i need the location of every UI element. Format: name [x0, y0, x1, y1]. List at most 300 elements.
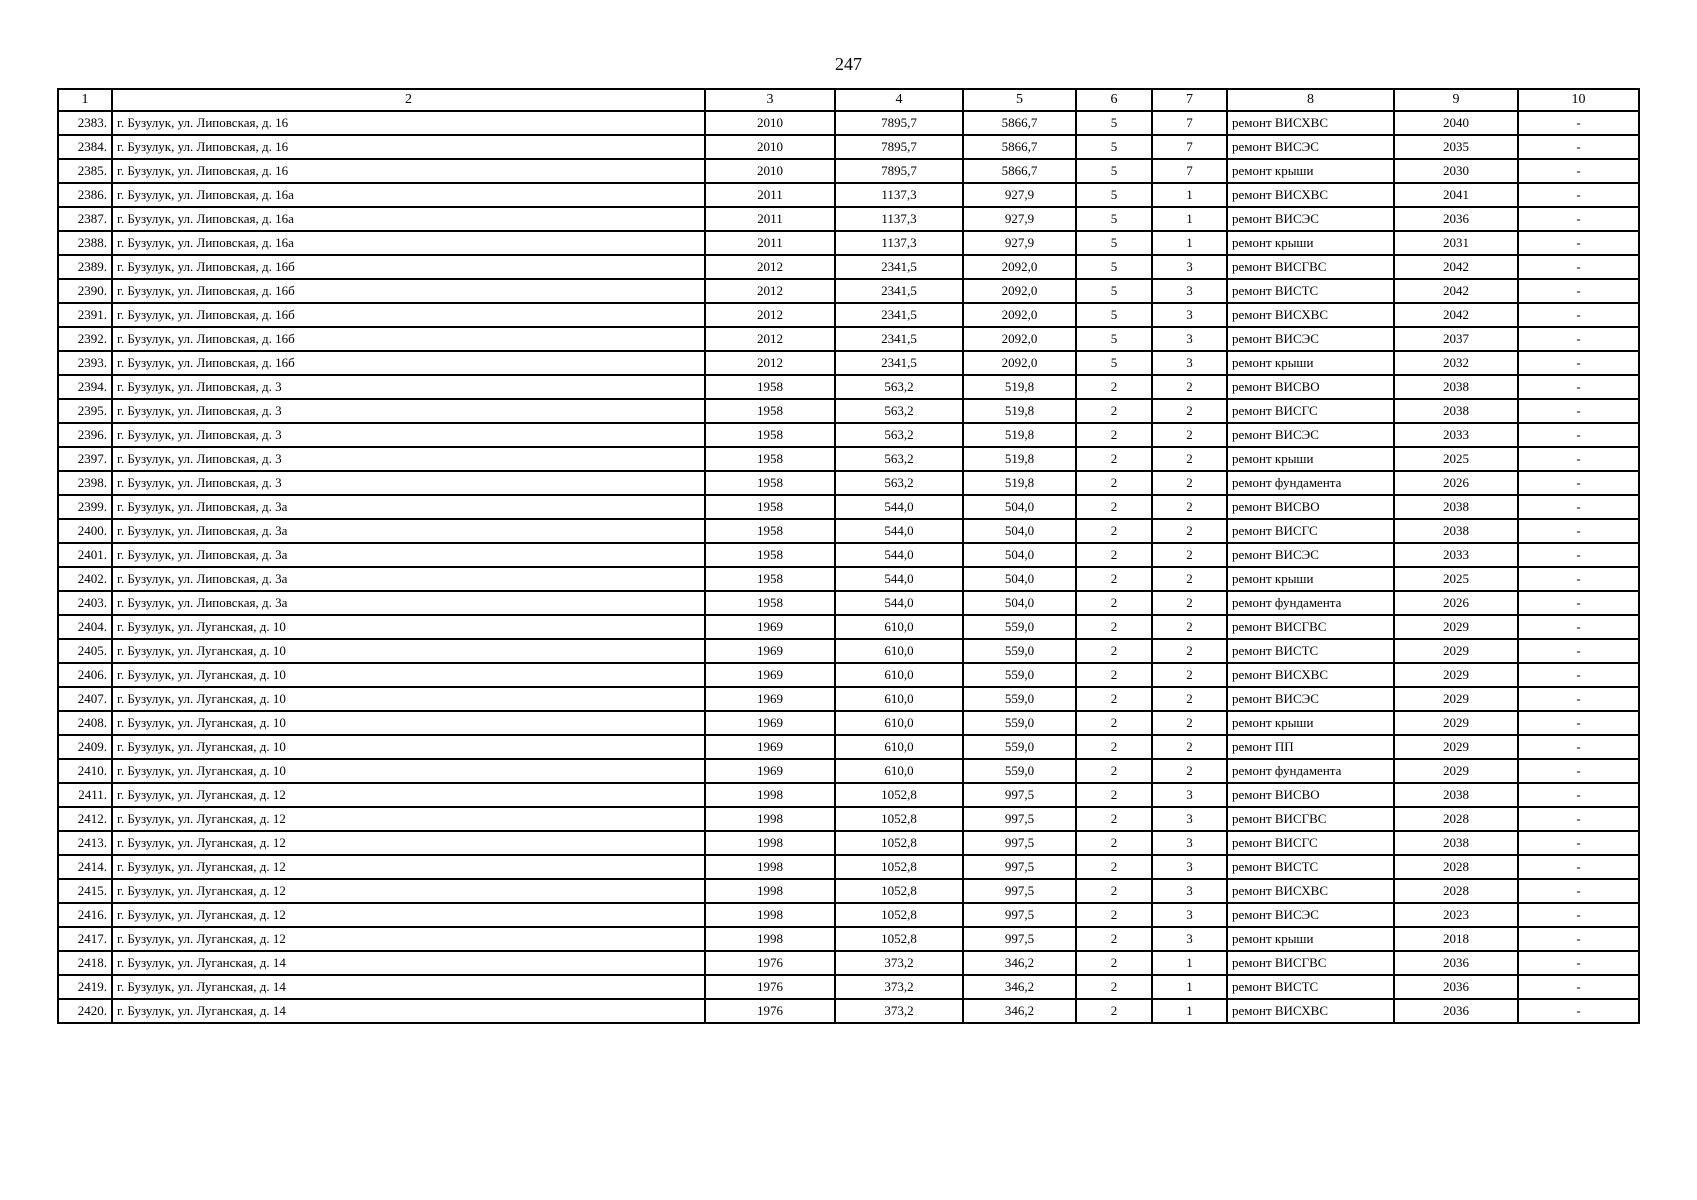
cell-living-area: 559,0 — [963, 735, 1076, 759]
cell-planned-year: 2029 — [1394, 711, 1518, 735]
cell-note: - — [1518, 927, 1639, 951]
cell-note: - — [1518, 543, 1639, 567]
cell-work-type: ремонт фундамента — [1227, 759, 1394, 783]
cell-year-built: 2012 — [705, 351, 835, 375]
cell-total-area: 544,0 — [835, 519, 963, 543]
cell-living-area: 504,0 — [963, 519, 1076, 543]
cell-note: - — [1518, 135, 1639, 159]
cell-note: - — [1518, 831, 1639, 855]
cell-address: г. Бузулук, ул. Луганская, д. 12 — [112, 831, 705, 855]
cell-planned-year: 2026 — [1394, 471, 1518, 495]
cell-living-area: 346,2 — [963, 999, 1076, 1023]
cell-total-area: 1052,8 — [835, 831, 963, 855]
column-header-6: 6 — [1076, 89, 1152, 111]
cell-floors: 5 — [1076, 255, 1152, 279]
cell-address: г. Бузулук, ул. Липовская, д. 16 — [112, 159, 705, 183]
cell-floors: 2 — [1076, 687, 1152, 711]
cell-planned-year: 2036 — [1394, 975, 1518, 999]
cell-floors: 2 — [1076, 783, 1152, 807]
cell-floors: 2 — [1076, 567, 1152, 591]
cell-year-built: 1958 — [705, 543, 835, 567]
cell-work-type: ремонт ВИСЭС — [1227, 687, 1394, 711]
cell-year-built: 1976 — [705, 999, 835, 1023]
cell-entrances: 7 — [1152, 159, 1227, 183]
cell-row-number: 2405. — [58, 639, 112, 663]
cell-note: - — [1518, 567, 1639, 591]
cell-note: - — [1518, 471, 1639, 495]
cell-entrances: 2 — [1152, 735, 1227, 759]
cell-row-number: 2388. — [58, 231, 112, 255]
cell-total-area: 610,0 — [835, 639, 963, 663]
table-row — [58, 927, 1639, 951]
cell-year-built: 2010 — [705, 111, 835, 135]
cell-row-number: 2420. — [58, 999, 112, 1023]
cell-year-built: 1976 — [705, 975, 835, 999]
cell-row-number: 2419. — [58, 975, 112, 999]
cell-year-built: 1969 — [705, 759, 835, 783]
cell-living-area: 519,8 — [963, 471, 1076, 495]
table-row — [58, 447, 1639, 471]
cell-work-type: ремонт ВИСГС — [1227, 399, 1394, 423]
cell-work-type: ремонт крыши — [1227, 567, 1394, 591]
table-row — [58, 543, 1639, 567]
cell-row-number: 2398. — [58, 471, 112, 495]
cell-row-number: 2409. — [58, 735, 112, 759]
cell-note: - — [1518, 255, 1639, 279]
table-row — [58, 279, 1639, 303]
cell-work-type: ремонт ВИСХВС — [1227, 879, 1394, 903]
cell-floors: 2 — [1076, 591, 1152, 615]
column-header-1: 1 — [58, 89, 112, 111]
cell-note: - — [1518, 399, 1639, 423]
cell-row-number: 2399. — [58, 495, 112, 519]
table-row — [58, 855, 1639, 879]
cell-living-area: 2092,0 — [963, 351, 1076, 375]
cell-living-area: 504,0 — [963, 543, 1076, 567]
cell-work-type: ремонт крыши — [1227, 927, 1394, 951]
cell-living-area: 997,5 — [963, 879, 1076, 903]
cell-work-type: ремонт ВИСГВС — [1227, 951, 1394, 975]
cell-entrances: 2 — [1152, 591, 1227, 615]
cell-entrances: 2 — [1152, 519, 1227, 543]
cell-total-area: 2341,5 — [835, 303, 963, 327]
cell-planned-year: 2038 — [1394, 399, 1518, 423]
cell-planned-year: 2042 — [1394, 279, 1518, 303]
cell-total-area: 563,2 — [835, 399, 963, 423]
cell-work-type: ремонт ВИСТС — [1227, 639, 1394, 663]
cell-address: г. Бузулук, ул. Липовская, д. 16 — [112, 135, 705, 159]
cell-entrances: 2 — [1152, 711, 1227, 735]
page-number: 247 — [835, 54, 862, 74]
table-row — [58, 111, 1639, 135]
cell-total-area: 610,0 — [835, 687, 963, 711]
cell-work-type: ремонт ВИСЭС — [1227, 423, 1394, 447]
cell-entrances: 3 — [1152, 255, 1227, 279]
cell-entrances: 1 — [1152, 207, 1227, 231]
cell-note: - — [1518, 903, 1639, 927]
cell-living-area: 997,5 — [963, 855, 1076, 879]
cell-entrances: 3 — [1152, 279, 1227, 303]
cell-note: - — [1518, 351, 1639, 375]
cell-address: г. Бузулук, ул. Луганская, д. 10 — [112, 687, 705, 711]
cell-year-built: 2010 — [705, 135, 835, 159]
cell-entrances: 3 — [1152, 807, 1227, 831]
cell-entrances: 2 — [1152, 639, 1227, 663]
column-header-5: 5 — [963, 89, 1076, 111]
cell-entrances: 1 — [1152, 231, 1227, 255]
cell-work-type: ремонт ВИСХВС — [1227, 999, 1394, 1023]
registry-table — [57, 88, 1640, 1024]
cell-planned-year: 2018 — [1394, 927, 1518, 951]
cell-address: г. Бузулук, ул. Луганская, д. 10 — [112, 663, 705, 687]
cell-note: - — [1518, 423, 1639, 447]
cell-planned-year: 2025 — [1394, 447, 1518, 471]
cell-year-built: 2012 — [705, 303, 835, 327]
cell-planned-year: 2025 — [1394, 567, 1518, 591]
cell-address: г. Бузулук, ул. Липовская, д. 16б — [112, 351, 705, 375]
cell-floors: 2 — [1076, 519, 1152, 543]
cell-planned-year: 2036 — [1394, 951, 1518, 975]
cell-living-area: 2092,0 — [963, 279, 1076, 303]
cell-row-number: 2390. — [58, 279, 112, 303]
cell-living-area: 504,0 — [963, 567, 1076, 591]
cell-living-area: 997,5 — [963, 927, 1076, 951]
cell-address: г. Бузулук, ул. Липовская, д. 3 — [112, 447, 705, 471]
cell-planned-year: 2029 — [1394, 615, 1518, 639]
cell-total-area: 610,0 — [835, 663, 963, 687]
table-row — [58, 135, 1639, 159]
table-row — [58, 519, 1639, 543]
table-row — [58, 615, 1639, 639]
cell-row-number: 2396. — [58, 423, 112, 447]
cell-planned-year: 2033 — [1394, 423, 1518, 447]
cell-note: - — [1518, 807, 1639, 831]
cell-year-built: 1998 — [705, 879, 835, 903]
cell-row-number: 2401. — [58, 543, 112, 567]
cell-living-area: 559,0 — [963, 663, 1076, 687]
table-row — [58, 567, 1639, 591]
cell-year-built: 1998 — [705, 903, 835, 927]
cell-entrances: 1 — [1152, 999, 1227, 1023]
cell-year-built: 1958 — [705, 519, 835, 543]
cell-planned-year: 2038 — [1394, 495, 1518, 519]
cell-total-area: 1052,8 — [835, 903, 963, 927]
cell-address: г. Бузулук, ул. Луганская, д. 10 — [112, 711, 705, 735]
cell-floors: 2 — [1076, 663, 1152, 687]
cell-work-type: ремонт ВИСТС — [1227, 279, 1394, 303]
cell-floors: 2 — [1076, 999, 1152, 1023]
cell-planned-year: 2023 — [1394, 903, 1518, 927]
cell-row-number: 2408. — [58, 711, 112, 735]
cell-floors: 2 — [1076, 615, 1152, 639]
cell-year-built: 1958 — [705, 423, 835, 447]
table-row — [58, 879, 1639, 903]
table-row — [58, 735, 1639, 759]
table-body — [58, 111, 1639, 1023]
cell-work-type: ремонт крыши — [1227, 231, 1394, 255]
table-row — [58, 183, 1639, 207]
cell-total-area: 7895,7 — [835, 111, 963, 135]
cell-total-area: 610,0 — [835, 615, 963, 639]
cell-address: г. Бузулук, ул. Липовская, д. 3а — [112, 519, 705, 543]
cell-entrances: 2 — [1152, 687, 1227, 711]
cell-address: г. Бузулук, ул. Луганская, д. 10 — [112, 639, 705, 663]
cell-planned-year: 2032 — [1394, 351, 1518, 375]
cell-address: г. Бузулук, ул. Липовская, д. 3 — [112, 399, 705, 423]
cell-living-area: 2092,0 — [963, 303, 1076, 327]
cell-row-number: 2387. — [58, 207, 112, 231]
cell-living-area: 504,0 — [963, 495, 1076, 519]
cell-row-number: 2397. — [58, 447, 112, 471]
cell-planned-year: 2031 — [1394, 231, 1518, 255]
cell-address: г. Бузулук, ул. Липовская, д. 3а — [112, 543, 705, 567]
cell-address: г. Бузулук, ул. Луганская, д. 14 — [112, 975, 705, 999]
cell-work-type: ремонт ВИСГВС — [1227, 807, 1394, 831]
cell-row-number: 2394. — [58, 375, 112, 399]
cell-row-number: 2406. — [58, 663, 112, 687]
cell-year-built: 1969 — [705, 711, 835, 735]
cell-floors: 2 — [1076, 927, 1152, 951]
cell-year-built: 1969 — [705, 639, 835, 663]
cell-living-area: 504,0 — [963, 591, 1076, 615]
cell-address: г. Бузулук, ул. Луганская, д. 12 — [112, 783, 705, 807]
cell-total-area: 373,2 — [835, 999, 963, 1023]
cell-address: г. Бузулук, ул. Луганская, д. 12 — [112, 927, 705, 951]
cell-year-built: 1958 — [705, 567, 835, 591]
column-header-9: 9 — [1394, 89, 1518, 111]
cell-address: г. Бузулук, ул. Липовская, д. 16а — [112, 231, 705, 255]
table-row — [58, 327, 1639, 351]
cell-planned-year: 2026 — [1394, 591, 1518, 615]
cell-floors: 5 — [1076, 327, 1152, 351]
table-row — [58, 231, 1639, 255]
cell-note: - — [1518, 159, 1639, 183]
cell-address: г. Бузулук, ул. Липовская, д. 16а — [112, 207, 705, 231]
cell-planned-year: 2029 — [1394, 663, 1518, 687]
cell-total-area: 563,2 — [835, 423, 963, 447]
cell-row-number: 2411. — [58, 783, 112, 807]
cell-planned-year: 2037 — [1394, 327, 1518, 351]
cell-address: г. Бузулук, ул. Луганская, д. 10 — [112, 735, 705, 759]
cell-entrances: 3 — [1152, 903, 1227, 927]
cell-floors: 2 — [1076, 807, 1152, 831]
table-row — [58, 495, 1639, 519]
cell-address: г. Бузулук, ул. Липовская, д. 3 — [112, 375, 705, 399]
cell-address: г. Бузулук, ул. Луганская, д. 12 — [112, 879, 705, 903]
cell-address: г. Бузулук, ул. Липовская, д. 16а — [112, 183, 705, 207]
cell-work-type: ремонт ВИСХВС — [1227, 111, 1394, 135]
cell-planned-year: 2033 — [1394, 543, 1518, 567]
cell-note: - — [1518, 519, 1639, 543]
cell-floors: 2 — [1076, 735, 1152, 759]
cell-work-type: ремонт ВИСЭС — [1227, 543, 1394, 567]
cell-floors: 2 — [1076, 831, 1152, 855]
cell-address: г. Бузулук, ул. Луганская, д. 12 — [112, 807, 705, 831]
cell-living-area: 5866,7 — [963, 111, 1076, 135]
cell-row-number: 2386. — [58, 183, 112, 207]
cell-floors: 2 — [1076, 855, 1152, 879]
cell-floors: 2 — [1076, 495, 1152, 519]
cell-entrances: 2 — [1152, 663, 1227, 687]
cell-work-type: ремонт ВИСЭС — [1227, 903, 1394, 927]
column-header-4: 4 — [835, 89, 963, 111]
cell-entrances: 1 — [1152, 183, 1227, 207]
cell-entrances: 2 — [1152, 447, 1227, 471]
cell-total-area: 544,0 — [835, 495, 963, 519]
cell-work-type: ремонт ВИСВО — [1227, 783, 1394, 807]
cell-entrances: 7 — [1152, 135, 1227, 159]
cell-total-area: 373,2 — [835, 975, 963, 999]
cell-total-area: 610,0 — [835, 711, 963, 735]
cell-total-area: 544,0 — [835, 591, 963, 615]
cell-note: - — [1518, 663, 1639, 687]
cell-address: г. Бузулук, ул. Липовская, д. 3а — [112, 495, 705, 519]
cell-work-type: ремонт фундамента — [1227, 591, 1394, 615]
cell-address: г. Бузулук, ул. Липовская, д. 3 — [112, 471, 705, 495]
cell-year-built: 2011 — [705, 183, 835, 207]
table-row — [58, 423, 1639, 447]
cell-floors: 2 — [1076, 375, 1152, 399]
cell-living-area: 559,0 — [963, 639, 1076, 663]
cell-row-number: 2413. — [58, 831, 112, 855]
cell-entrances: 2 — [1152, 399, 1227, 423]
cell-note: - — [1518, 591, 1639, 615]
cell-work-type: ремонт крыши — [1227, 711, 1394, 735]
table-row — [58, 831, 1639, 855]
cell-planned-year: 2038 — [1394, 375, 1518, 399]
cell-planned-year: 2040 — [1394, 111, 1518, 135]
cell-note: - — [1518, 855, 1639, 879]
table-row — [58, 159, 1639, 183]
cell-year-built: 1958 — [705, 447, 835, 471]
cell-work-type: ремонт крыши — [1227, 447, 1394, 471]
cell-floors: 5 — [1076, 183, 1152, 207]
cell-floors: 5 — [1076, 231, 1152, 255]
cell-work-type: ремонт ВИСВО — [1227, 495, 1394, 519]
cell-row-number: 2414. — [58, 855, 112, 879]
cell-row-number: 2393. — [58, 351, 112, 375]
cell-total-area: 544,0 — [835, 567, 963, 591]
cell-entrances: 2 — [1152, 375, 1227, 399]
cell-floors: 2 — [1076, 399, 1152, 423]
cell-year-built: 1958 — [705, 471, 835, 495]
cell-living-area: 997,5 — [963, 783, 1076, 807]
column-header-2: 2 — [112, 89, 705, 111]
cell-floors: 2 — [1076, 975, 1152, 999]
cell-floors: 5 — [1076, 351, 1152, 375]
table-row — [58, 303, 1639, 327]
cell-total-area: 1137,3 — [835, 207, 963, 231]
cell-year-built: 2012 — [705, 327, 835, 351]
cell-planned-year: 2028 — [1394, 807, 1518, 831]
cell-floors: 2 — [1076, 423, 1152, 447]
cell-row-number: 2410. — [58, 759, 112, 783]
cell-planned-year: 2028 — [1394, 855, 1518, 879]
table-row — [58, 591, 1639, 615]
cell-total-area: 563,2 — [835, 447, 963, 471]
cell-living-area: 997,5 — [963, 903, 1076, 927]
cell-note: - — [1518, 375, 1639, 399]
cell-planned-year: 2029 — [1394, 687, 1518, 711]
cell-work-type: ремонт ВИСТС — [1227, 975, 1394, 999]
cell-total-area: 2341,5 — [835, 351, 963, 375]
table-row — [58, 999, 1639, 1023]
cell-living-area: 559,0 — [963, 759, 1076, 783]
cell-work-type: ремонт ВИСХВС — [1227, 303, 1394, 327]
cell-year-built: 1998 — [705, 831, 835, 855]
cell-planned-year: 2042 — [1394, 255, 1518, 279]
cell-living-area: 927,9 — [963, 207, 1076, 231]
cell-total-area: 544,0 — [835, 543, 963, 567]
cell-living-area: 5866,7 — [963, 135, 1076, 159]
column-header-3: 3 — [705, 89, 835, 111]
table-row — [58, 375, 1639, 399]
cell-row-number: 2384. — [58, 135, 112, 159]
cell-total-area: 610,0 — [835, 735, 963, 759]
cell-total-area: 1052,8 — [835, 879, 963, 903]
cell-work-type: ремонт ВИСЭС — [1227, 327, 1394, 351]
column-header-10: 10 — [1518, 89, 1639, 111]
cell-entrances: 3 — [1152, 879, 1227, 903]
cell-floors: 5 — [1076, 207, 1152, 231]
cell-floors: 2 — [1076, 447, 1152, 471]
cell-work-type: ремонт ВИСГВС — [1227, 255, 1394, 279]
cell-note: - — [1518, 783, 1639, 807]
cell-address: г. Бузулук, ул. Липовская, д. 3 — [112, 423, 705, 447]
cell-address: г. Бузулук, ул. Липовская, д. 16 — [112, 111, 705, 135]
cell-entrances: 3 — [1152, 303, 1227, 327]
cell-work-type: ремонт крыши — [1227, 159, 1394, 183]
cell-floors: 2 — [1076, 879, 1152, 903]
cell-living-area: 5866,7 — [963, 159, 1076, 183]
cell-note: - — [1518, 735, 1639, 759]
cell-living-area: 519,8 — [963, 375, 1076, 399]
cell-note: - — [1518, 303, 1639, 327]
cell-year-built: 1969 — [705, 663, 835, 687]
cell-note: - — [1518, 495, 1639, 519]
cell-row-number: 2400. — [58, 519, 112, 543]
cell-living-area: 927,9 — [963, 183, 1076, 207]
cell-address: г. Бузулук, ул. Липовская, д. 3а — [112, 567, 705, 591]
cell-living-area: 346,2 — [963, 951, 1076, 975]
cell-planned-year: 2035 — [1394, 135, 1518, 159]
cell-address: г. Бузулук, ул. Луганская, д. 10 — [112, 759, 705, 783]
table-row — [58, 255, 1639, 279]
cell-entrances: 3 — [1152, 855, 1227, 879]
cell-address: г. Бузулук, ул. Липовская, д. 16б — [112, 279, 705, 303]
table-row — [58, 399, 1639, 423]
cell-address: г. Бузулук, ул. Луганская, д. 12 — [112, 855, 705, 879]
cell-row-number: 2389. — [58, 255, 112, 279]
cell-row-number: 2412. — [58, 807, 112, 831]
cell-floors: 2 — [1076, 711, 1152, 735]
cell-floors: 5 — [1076, 135, 1152, 159]
cell-address: г. Бузулук, ул. Липовская, д. 3а — [112, 591, 705, 615]
table-row — [58, 759, 1639, 783]
cell-row-number: 2402. — [58, 567, 112, 591]
cell-entrances: 3 — [1152, 351, 1227, 375]
cell-total-area: 563,2 — [835, 375, 963, 399]
cell-year-built: 1998 — [705, 855, 835, 879]
table-row — [58, 471, 1639, 495]
cell-total-area: 1052,8 — [835, 807, 963, 831]
cell-living-area: 997,5 — [963, 831, 1076, 855]
table-row — [58, 687, 1639, 711]
cell-row-number: 2417. — [58, 927, 112, 951]
cell-year-built: 1958 — [705, 399, 835, 423]
cell-row-number: 2383. — [58, 111, 112, 135]
cell-work-type: ремонт ПП — [1227, 735, 1394, 759]
